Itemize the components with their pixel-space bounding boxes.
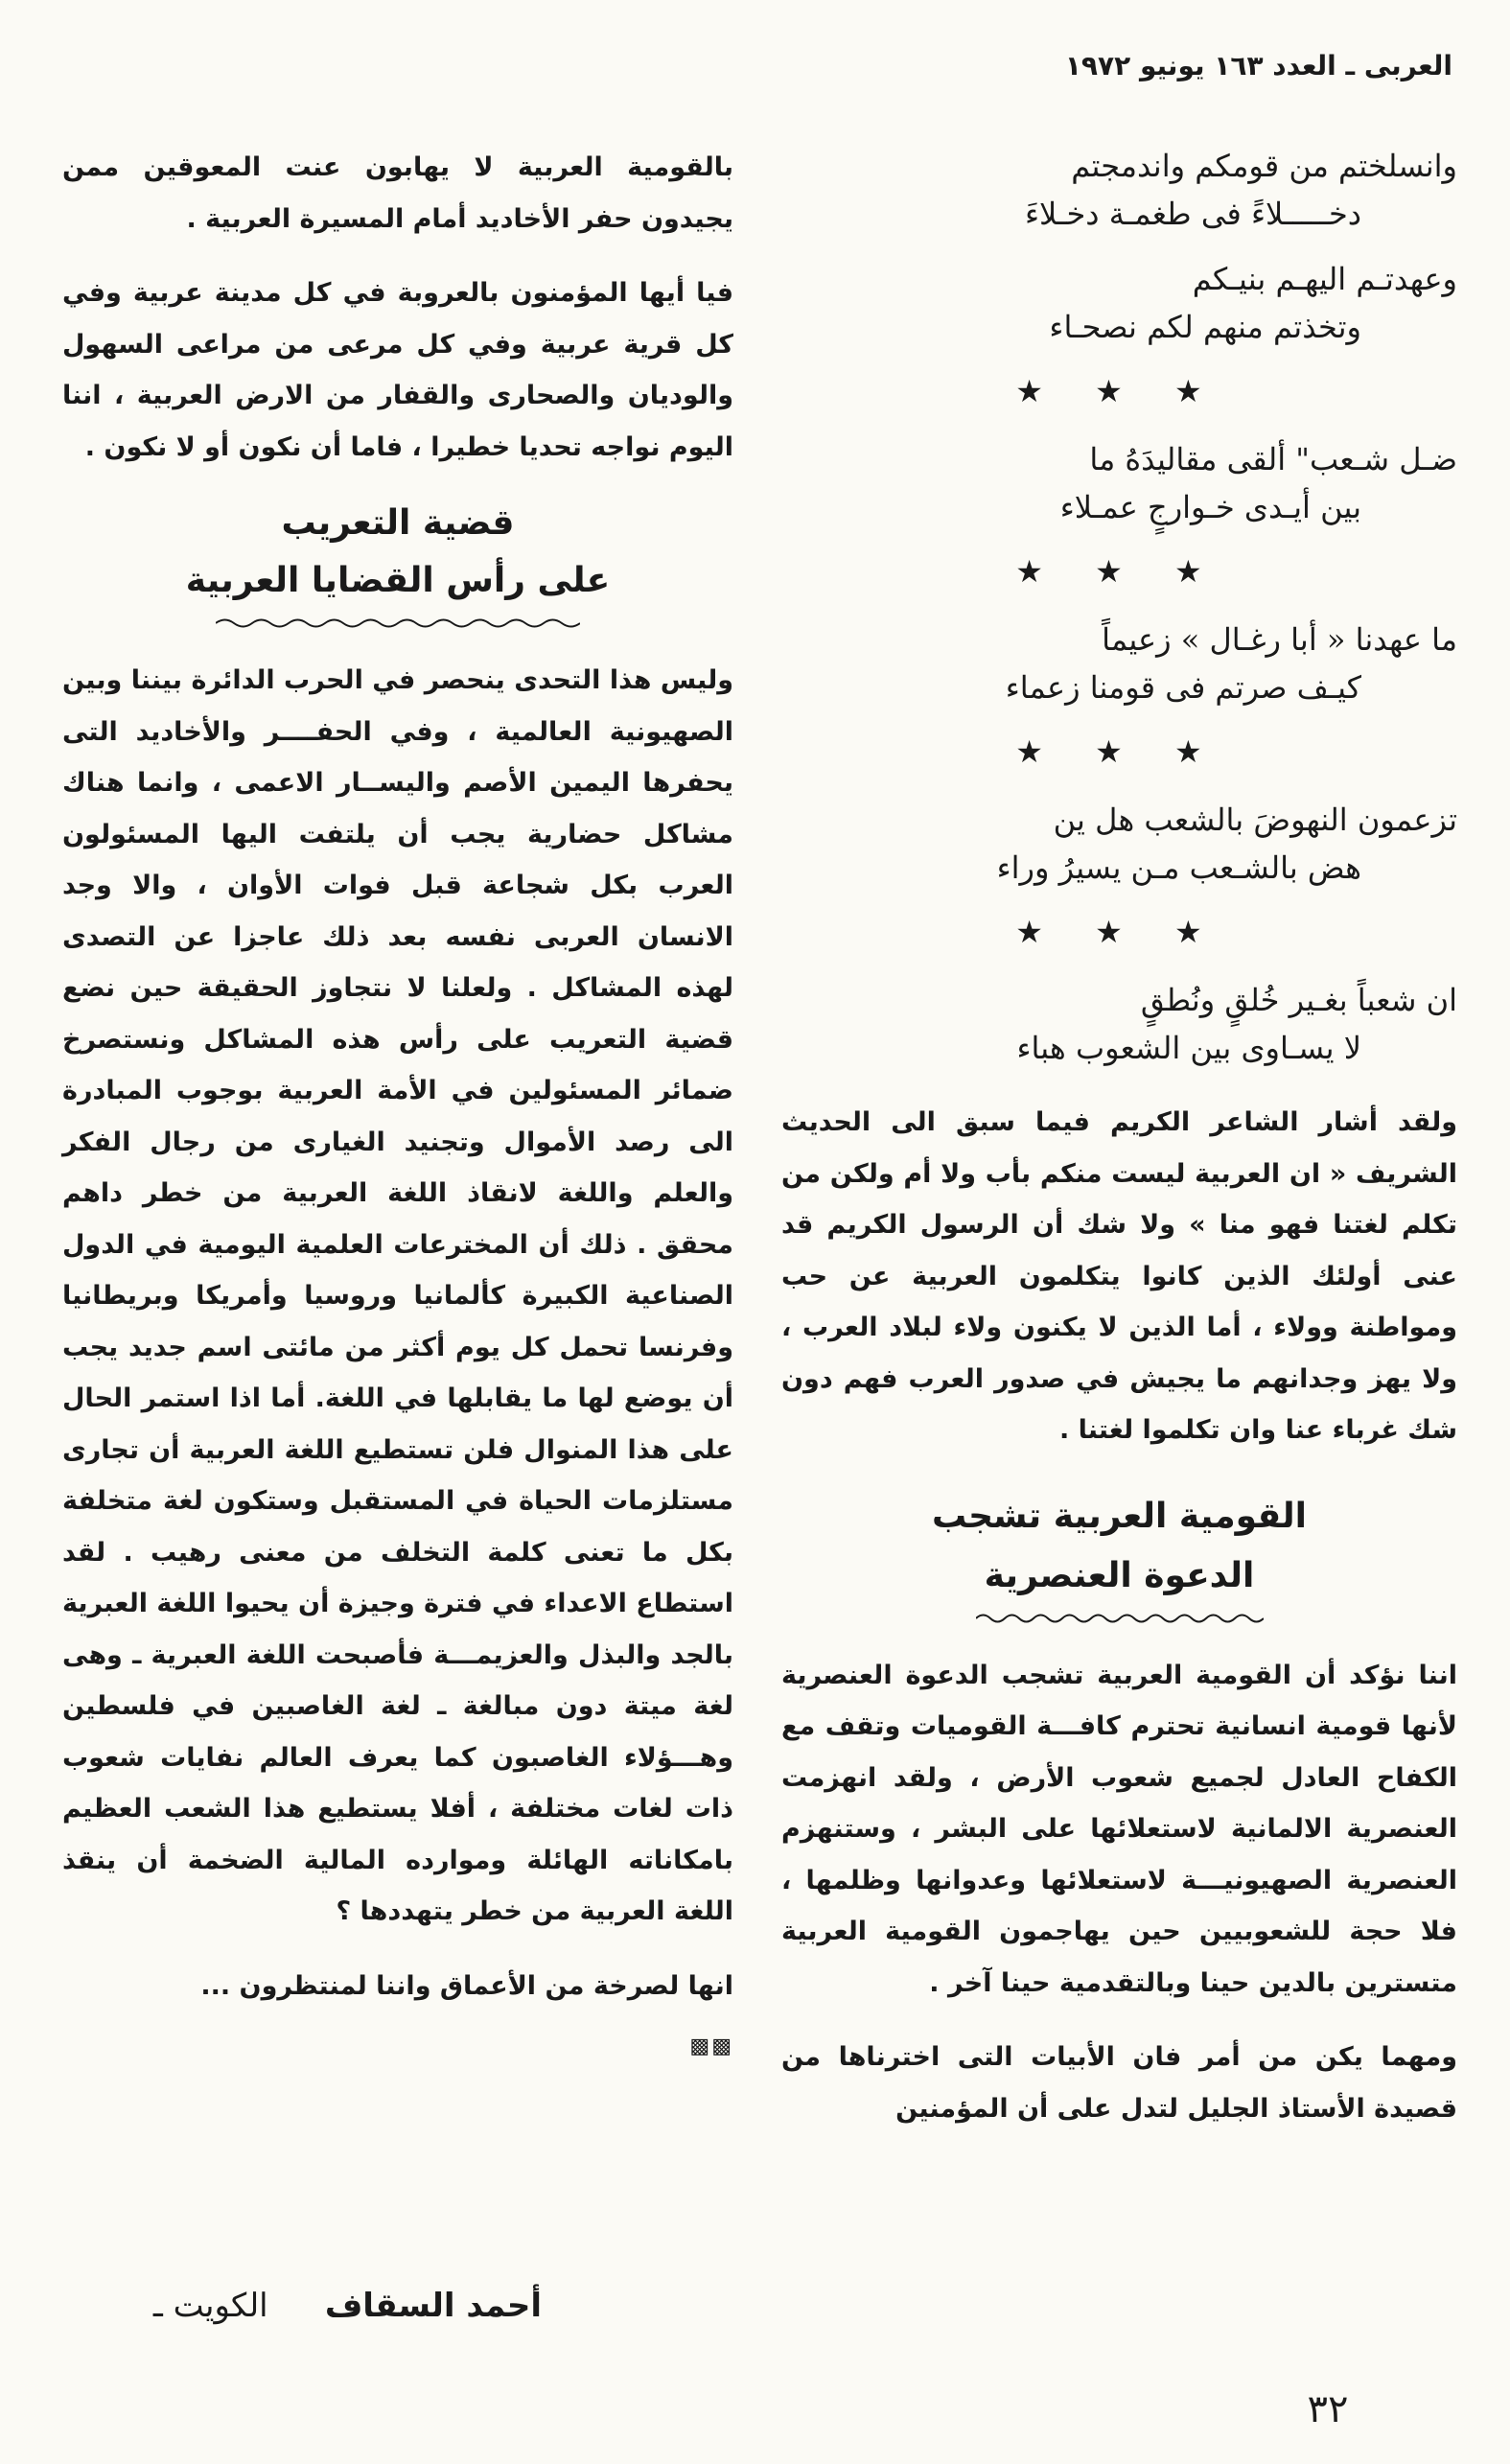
right-column [781, 142, 1457, 2157]
paragraph: اننا نؤكد أن القومية العربية تشجب الدعوة العنصرية لأنها قومية انسانية تحترم كافـــة القوميات وتقف مع الكفاح العادل لجميع شعوب الأرض ، ولقد انهزمت العنصرية الالمانية لاستعلائها على البشر ، وستنهزم العنصرية الصهيونيـــة لاستعلائها وعدوانها وظلمها ، فلا حجة للشعوبيين حين يهاجمون القومية العربية متسترين بالدين حينا وبالتقدمية حينا آخر . [781, 1660, 1457, 1998]
author-signature [62, 2287, 542, 2325]
section-subtitle: الدعوة العنصرية [984, 1555, 1255, 1595]
page-number: ٣٢ [1307, 2387, 1349, 2431]
wavy-underline [976, 1612, 1264, 1625]
verse-line: تزعمون النهوضَ بالشعب هل ين [1053, 802, 1457, 838]
paragraph: انها لصرخة من الأعماق واننا لمنتظرون ... [200, 1970, 733, 2001]
section-subtitle: على رأس القضايا العربية [185, 561, 611, 600]
author-name: أحمد السقاف [324, 2287, 542, 2325]
poem-verse [781, 616, 1457, 711]
verse-line: وعهدتـم اليهـم بنيـكم [1192, 261, 1457, 297]
poem-verse [781, 255, 1457, 351]
verse-line: ضـل شـعب" ألقى مقاليدَهُ ما [1089, 441, 1457, 477]
poem-verse [781, 142, 1457, 238]
wavy-underline [216, 616, 580, 630]
author-place: الكويت ـ [152, 2287, 268, 2325]
stars-divider: ★ ★ ★ [1015, 373, 1223, 409]
verse-line: ان شعباً بغـير خُلقٍ ونُطقٍ [1140, 982, 1457, 1018]
verse-line: ما عهدنا « أبا رغـال » زعيماً [1102, 621, 1457, 658]
section-heading [781, 1489, 1457, 1625]
verse-line: كيـف صرتم فى قومنا زعماء [1005, 669, 1361, 706]
paragraph: بالقومية العربية لا يهابون عنت المعوقين ممن يجيدون حفر الأخاديد أمام المسيرة العربية . [62, 152, 733, 234]
verse-line: وانسلختم من قومكم واندمجتم [1071, 148, 1457, 184]
verse-line: دخـــــلاءً فى طغمـة دخـلاءَ [1024, 196, 1361, 232]
paragraph: وليس هذا التحدى ينحصر في الحرب الدائرة بيننا وبين الصهيونية العالمية ، وفي الحفــــر والأخاديد التى يحفرها اليمين الأصم واليســار الاعمى ، وانما هناك مشاكل حضارية يجب أن يلتفت اليها المسئولون العرب بكل شجاعة قبل فوات الأوان ، والا وجد الانسان العربى نفسه بعد ذلك عاجزا عن التصدى لهذه المشاكل . ولعلنا لا نتجاوز الحقيقة حين نضع قضية التعريب على رأس هذه المشاكل ونستصرخ ضمائر المسئولين في الأمة العربية بوجوب المبادرة الى رصد الأموال وتجنيد الغيارى من رجال الفكر والعلم واللغة لانقاذ اللغة العربية من خطر داهم محقق . ذلك أن المخترعات العلمية اليومية في الدول الصناعية الكبيرة كألمانيا وروسيا وأمريكا وبريطانيا وفرنسا تحمل كل يوم أكثر من مائتى اسم جديد يجب أن يوضع لها ما يقابلها في اللغة. أما اذا استمر الحال على هذا المنوال فلن تستطيع اللغة العربية أن تجارى مستلزمات الحياة في المستقبل وستكون لغة متخلفة بكل ما تعنى كلمة التخلف من معنى رهيب . لقد استطاع الاعداء في فترة وجيزة أن يحيوا اللغة العبرية بالجد والبذل والعزيمـــة فأصبحت اللغة العبرية ـ وهى لغة ميتة دون مبالغة ـ لغة الغاصبين في فلسطين وهـــؤلاء الغاصبون كما يعرف العالم نفايات شعوب ذات لغات مختلفة ، أفلا يستطيع هذا الشعب العظيم بامكاناته الهائلة وموارده المالية الضخمة أن ينقذ اللغة العربية من خطر يتهددها ؟ [62, 665, 733, 1926]
poem [781, 142, 1457, 1072]
section-title: قضية التعريب [281, 503, 515, 543]
end-mark: ▩▩ [689, 2034, 733, 2058]
paragraph: فيا أيها المؤمنون بالعروبة في كل مدينة عربية وفي كل قرية عربية وفي كل مرعى من مراعى السهول والوديان والصحارى والقفار من الارض العربية ، اننا اليوم نواجه تحديا خطيرا ، فاما أن نكون أو لا نكون . [62, 278, 733, 462]
poem-verse [781, 976, 1457, 1072]
section-heading [62, 496, 733, 630]
verse-line: وتخذتم منهم لكم نصحـاء [1049, 309, 1361, 345]
stars-divider: ★ ★ ★ [1015, 914, 1223, 950]
stars-divider: ★ ★ ★ [1015, 553, 1223, 590]
section-title: القومية العربية تشجب [931, 1496, 1308, 1536]
paragraph: ولقد أشار الشاعر الكريم فيما سبق الى الحديث الشريف « ان العربية ليست منكم بأب ولا أم ولكن من تكلم لغتنا فهو منا » ولا شك أن الرسول الكريم قد عنى أولئك الذين كانوا يتكلمون العربية عن حب ومواطنة وولاء ، أما الذين لا يكنون ولاء لبلاد العرب ، ولا يهز وجدانهم ما يجيش في صدور العرب فهم دون شك غرباء عنا وان تكلموا لغتنا . [781, 1107, 1457, 1445]
paragraph: ومهما يكن من أمر فان الأبيات التى اخترناها من قصيدة الأستاذ الجليل لتدل على أن المؤمنين [781, 2042, 1457, 2124]
page-header: العربى ـ العدد ١٦٣ يونيو ١٩٧٢ [1064, 50, 1452, 81]
left-column [62, 142, 733, 2097]
verse-line: بين أيـدى خـوارجٍ عمـلاء [1059, 489, 1361, 525]
poem-verse [781, 796, 1457, 892]
verse-line: هض بالشـعب مـن يسيرُ وراء [996, 849, 1361, 886]
poem-verse [781, 435, 1457, 531]
verse-line: لا يسـاوى بين الشعوب هباء [1016, 1030, 1361, 1066]
stars-divider: ★ ★ ★ [1015, 733, 1223, 770]
